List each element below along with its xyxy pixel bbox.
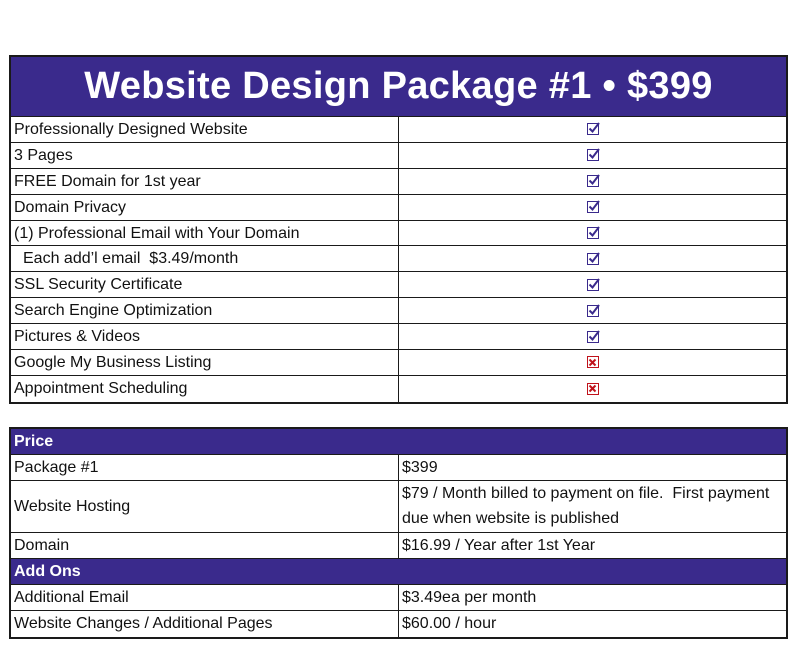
checked-box-icon xyxy=(587,331,599,343)
feature-status xyxy=(399,272,786,297)
feature-label: (1) Professional Email with Your Domain xyxy=(11,221,399,246)
feature-row xyxy=(11,169,786,195)
feature-row xyxy=(11,376,786,402)
feature-label: 3 Pages xyxy=(11,143,399,168)
package-title: Website Design Package #1 • $399 xyxy=(84,65,713,107)
feature-status xyxy=(399,298,786,323)
feature-row xyxy=(11,143,786,169)
feature-status xyxy=(399,117,786,142)
addon-label: Website Changes / Additional Pages xyxy=(11,611,399,637)
feature-row xyxy=(11,195,786,221)
feature-label: Each add’l email $3.49/month xyxy=(11,246,399,271)
addon-value: $3.49ea per month xyxy=(402,589,537,606)
price-row xyxy=(11,533,786,559)
checked-box-icon xyxy=(587,175,599,187)
feature-status xyxy=(399,376,786,402)
feature-row xyxy=(11,298,786,324)
feature-row xyxy=(11,246,786,272)
price-section-heading: Price xyxy=(11,429,786,455)
feature-label: Google My Business Listing xyxy=(11,350,399,375)
feature-row xyxy=(11,350,786,376)
feature-label: FREE Domain for 1st year xyxy=(11,169,399,194)
checked-box-icon xyxy=(587,227,599,239)
price-row xyxy=(11,481,786,533)
feature-label: SSL Security Certificate xyxy=(11,272,399,297)
price-label: Domain xyxy=(11,533,399,558)
checked-box-icon xyxy=(587,123,599,135)
pricing-table xyxy=(9,427,788,639)
feature-label: Search Engine Optimization xyxy=(11,298,399,323)
addon-value: $60.00 / hour xyxy=(402,615,497,632)
feature-status xyxy=(399,169,786,194)
feature-row xyxy=(11,221,786,247)
feature-status xyxy=(399,324,786,349)
price-value: $16.99 / Year after 1st Year xyxy=(402,537,596,554)
checked-box-icon xyxy=(587,201,599,213)
feature-label: Professionally Designed Website xyxy=(11,117,399,142)
feature-label: Domain Privacy xyxy=(11,195,399,220)
price-value: $399 xyxy=(402,459,438,476)
feature-row xyxy=(11,272,786,298)
feature-status xyxy=(399,350,786,375)
feature-label: Pictures & Videos xyxy=(11,324,399,349)
cross-box-icon xyxy=(587,383,599,395)
price-row xyxy=(11,455,786,481)
package-features-table xyxy=(9,55,788,404)
price-label: Website Hosting xyxy=(11,481,399,532)
checked-box-icon xyxy=(587,279,599,291)
cross-box-icon xyxy=(587,356,599,368)
addon-row xyxy=(11,585,786,611)
price-label: Package #1 xyxy=(11,455,399,480)
feature-label: Appointment Scheduling xyxy=(11,376,399,402)
feature-status xyxy=(399,143,786,168)
package-header xyxy=(11,57,786,117)
addon-label: Additional Email xyxy=(11,585,399,610)
feature-status xyxy=(399,221,786,246)
addons-section-heading: Add Ons xyxy=(11,559,786,585)
feature-row xyxy=(11,117,786,143)
price-value: $79 / Month billed to payment on file. First payment due when website is published xyxy=(402,485,774,527)
checked-box-icon xyxy=(587,149,599,161)
feature-status xyxy=(399,195,786,220)
checked-box-icon xyxy=(587,305,599,317)
feature-row xyxy=(11,324,786,350)
feature-status xyxy=(399,246,786,271)
checked-box-icon xyxy=(587,253,599,265)
addon-row xyxy=(11,611,786,637)
